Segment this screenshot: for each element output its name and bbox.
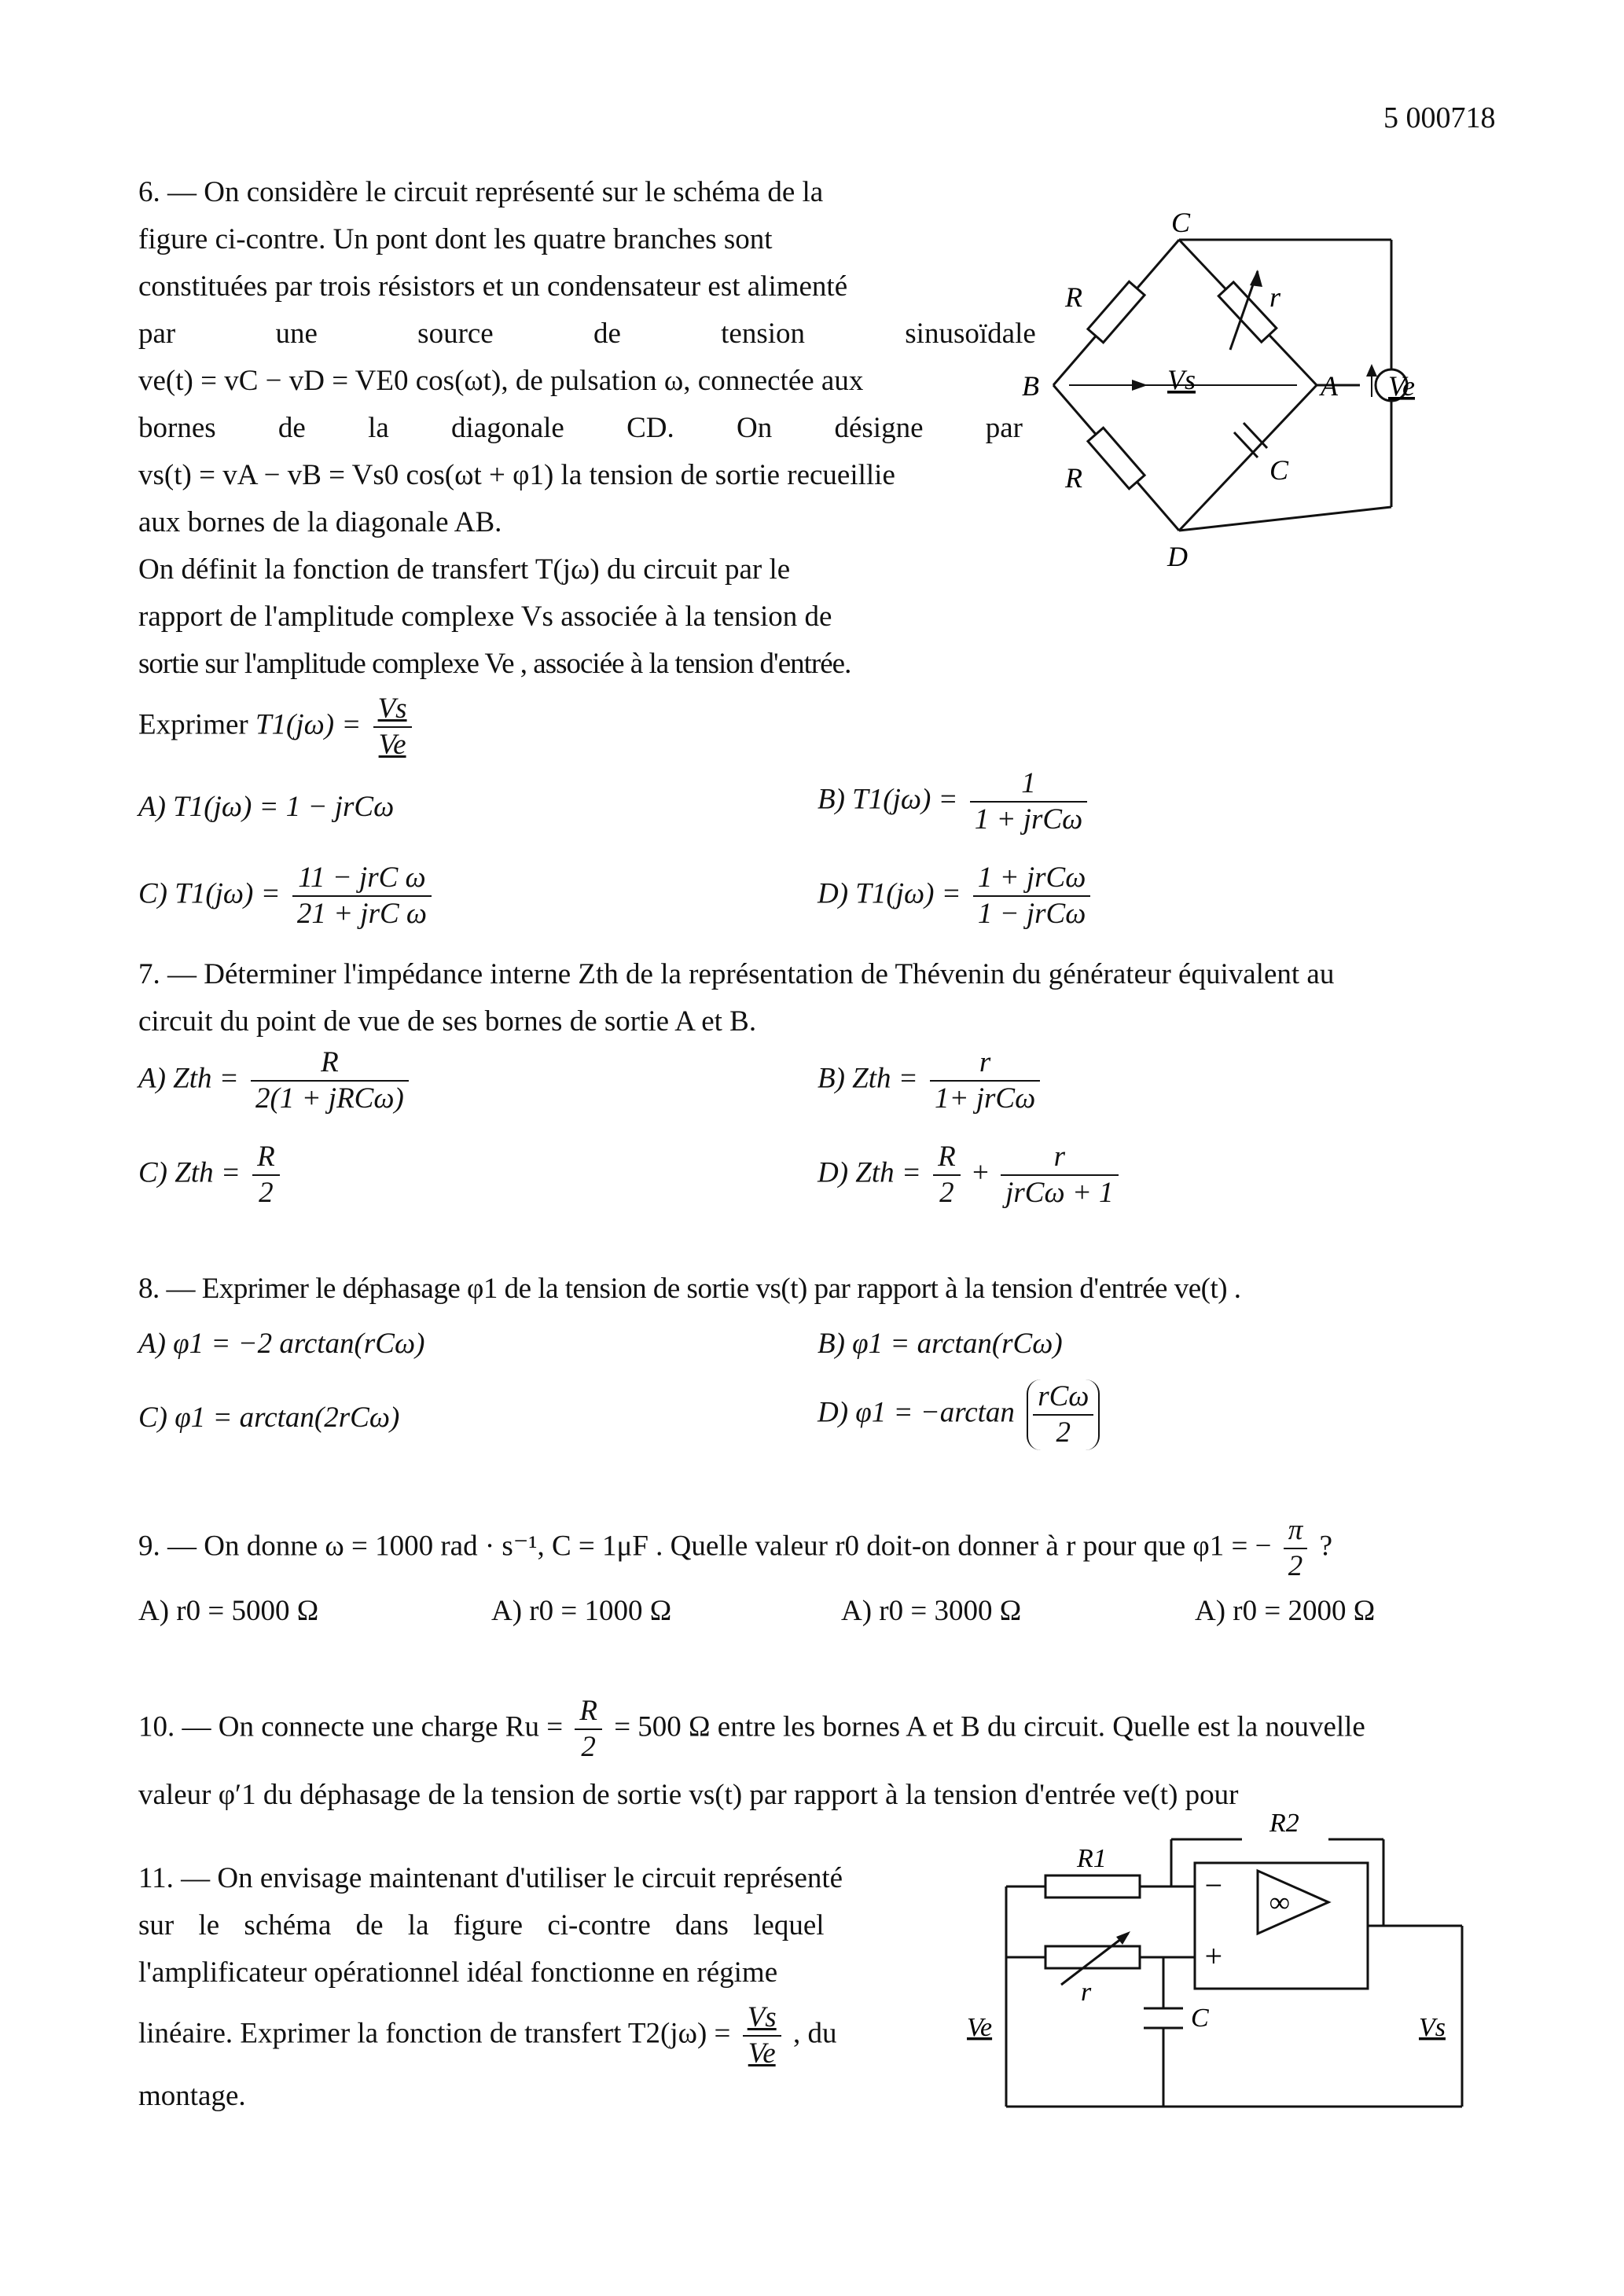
q9-question-mark: ? — [1319, 1530, 1332, 1563]
resistor-r-top — [1088, 281, 1145, 342]
label-minus: − — [1203, 1868, 1224, 1903]
q6-option-b-fraction — [970, 766, 1087, 837]
q11-numerator: Vs — [743, 2000, 781, 2037]
q7-option-d-plus: + — [972, 1156, 989, 1189]
q7-option-c — [138, 1140, 285, 1210]
page-number: 5 000718 — [1383, 101, 1496, 134]
question-7-text — [138, 951, 1490, 1045]
q9-option-1: A) r0 = 5000 Ω — [138, 1595, 319, 1627]
q11-line-4-pre: linéaire. Exprimer la fonction de transfert T2(jω) = — [138, 2017, 731, 2050]
q6-option-d-denominator: 1 − jrCω — [977, 898, 1086, 930]
resistor-r1 — [1045, 1875, 1140, 1897]
bridge-wire-d-bottom — [1179, 507, 1391, 531]
q6-line-10: rapport de l'amplitude complexe Vs associée à la tension de — [138, 601, 832, 633]
q6-option-b-numerator: 1 — [970, 766, 1087, 803]
q10-line-1 — [138, 1694, 1365, 1765]
q8-option-d — [818, 1379, 1104, 1450]
q7-option-d-denominator-1: 2 — [939, 1177, 954, 1209]
label-c: C — [1191, 2004, 1209, 2033]
q8-option-a: A) φ1 = −2 arctan(rCω) — [138, 1328, 425, 1360]
q7-option-c-fraction — [252, 1140, 280, 1210]
q7-option-a-numerator: R — [251, 1045, 409, 1082]
label-plus: + — [1203, 1938, 1224, 1974]
q7-option-a-fraction — [251, 1045, 409, 1116]
q10-denominator: 2 — [581, 1731, 596, 1763]
q7-option-b-fraction — [930, 1045, 1040, 1116]
q6-option-a: A) T1(jω) = 1 − jrCω — [138, 791, 395, 823]
q7-option-d-lhs: D) Zth = — [818, 1156, 921, 1189]
q6-line-7: vs(t) = vA − vB = Vs0 cos(ωt + φ1) la tension de sortie recueillie — [138, 459, 895, 491]
q9-denominator: 2 — [1288, 1550, 1303, 1582]
label-r: r — [1081, 1978, 1092, 2007]
q10-line-2: valeur φ′1 du déphasage de la tension de sortie vs(t) par rapport à la tension d'entrée ve(t) pour — [138, 1779, 1239, 1811]
q6-line-1: 6. — On considère le circuit représenté sur le schéma de la — [138, 176, 824, 208]
q7-option-a-denominator: 2(1 + jRCω) — [255, 1082, 404, 1115]
q8-line: 8. — Exprimer le déphasage φ1 de la tension de sortie vs(t) par rapport à la tension d'entrée ve(t) . — [138, 1273, 1241, 1305]
q6-line-8: aux bornes de la diagonale AB. — [138, 506, 502, 538]
q9-option-3: A) r0 = 3000 Ω — [841, 1595, 1022, 1627]
q6-line-3: constituées par trois résistors et un condensateur est alimenté — [138, 270, 848, 303]
label-r1: R1 — [1077, 1844, 1107, 1873]
capacitor-plate-1 — [1234, 432, 1258, 457]
q9-option-2: A) r0 = 1000 Ω — [491, 1595, 672, 1627]
q7-option-a-lhs: A) Zth = — [138, 1062, 239, 1095]
q6-line-5: ve(t) = vC − vD = VE0 cos(ωt), de pulsation ω, connectée aux — [138, 365, 864, 397]
q7-option-d-numerator-2: r — [1001, 1140, 1118, 1176]
q7-option-d-fraction-1 — [933, 1140, 961, 1210]
q6-line-4: par une source de tension sinusoïdale — [138, 318, 1036, 350]
q8-option-d-denominator: 2 — [1056, 1416, 1071, 1449]
resistor-r-bottom — [1088, 428, 1145, 488]
q7-option-d-numerator-1: R — [933, 1140, 961, 1176]
q11-line-2: sur le schéma de la figure ci-contre dans lequel — [138, 1909, 825, 1941]
q6-option-d-lhs: D) T1(jω) = — [818, 877, 961, 910]
q7-option-c-numerator: R — [252, 1140, 280, 1176]
node-c-label: C — [1171, 207, 1191, 238]
q6-option-c — [138, 861, 436, 931]
figure-opamp-circuit — [959, 1809, 1486, 2154]
question-6-text — [138, 169, 1036, 688]
ve-label: Ve — [1388, 370, 1415, 402]
label-r2: R2 — [1269, 1809, 1299, 1838]
q6-option-b — [818, 766, 1092, 837]
q11-line-4 — [138, 2000, 836, 2071]
q6-express-numerator: Vs — [373, 692, 412, 728]
q6-express-fraction — [373, 692, 412, 762]
q7-option-b — [818, 1045, 1045, 1116]
q6-option-b-lhs: B) T1(jω) = — [818, 783, 958, 816]
vs-arrowhead — [1132, 380, 1148, 391]
q6-option-c-fraction — [292, 861, 432, 931]
q11-line-4-post: , du — [792, 2017, 837, 2050]
q6-line-11: sortie sur l'amplitude complexe Ve , associée à la tension d'entrée. — [138, 648, 851, 680]
q11-line-1: 11. — On envisage maintenant d'utiliser le circuit représenté — [138, 1862, 843, 1894]
variable-resistor-r — [1218, 282, 1277, 342]
q9-fraction — [1284, 1513, 1308, 1584]
label-infinity: ∞ — [1269, 1886, 1290, 1918]
capacitor-plate-2 — [1244, 423, 1267, 448]
q6-line-9: On définit la fonction de transfert T(jω) du circuit par le — [138, 553, 791, 586]
q7-option-a — [138, 1045, 413, 1116]
q7-option-b-numerator: r — [930, 1045, 1040, 1082]
q7-option-d — [818, 1140, 1123, 1210]
q8-option-b: B) φ1 = arctan(rCω) — [818, 1328, 1063, 1360]
q9-numerator: π — [1284, 1513, 1308, 1549]
resistor-variable-r — [1045, 1946, 1140, 1968]
q11-denominator: Ve — [748, 2037, 776, 2070]
capacitor-label: C — [1269, 454, 1289, 486]
q8-option-d-lhs: D) φ1 = −arctan — [818, 1396, 1015, 1429]
q6-option-d-fraction — [973, 861, 1090, 931]
q8-option-d-fraction — [1027, 1379, 1100, 1450]
q6-option-c-denominator: 21 + jrC ω — [296, 898, 428, 930]
q6-express-label: Exprimer — [138, 708, 248, 741]
label-ve: Ve — [967, 2013, 993, 2042]
q6-option-c-lhs: C) T1(jω) = — [138, 877, 281, 910]
q6-option-c-numerator: 11 − jrC ω — [292, 861, 432, 897]
variable-resistor-label: r — [1269, 281, 1281, 313]
label-vs: Vs — [1419, 2013, 1446, 2042]
figure-bridge-circuit — [1022, 200, 1415, 578]
question-11-text — [138, 1855, 948, 1997]
q8-option-c: C) φ1 = arctan(2rCω) — [138, 1401, 400, 1434]
node-b-label: B — [1022, 370, 1039, 402]
node-a-label: A — [1321, 370, 1338, 402]
variable-r-arrowhead — [1116, 1931, 1130, 1945]
q11-line-5: montage. — [138, 2080, 246, 2112]
q7-option-b-lhs: B) Zth = — [818, 1062, 918, 1095]
q10-line-1-pre: 10. — On connecte une charge Ru = — [138, 1710, 564, 1743]
vs-label: Vs — [1167, 364, 1196, 395]
ve-arrowhead — [1366, 364, 1377, 377]
q7-option-c-lhs: C) Zth = — [138, 1156, 241, 1189]
q7-option-d-fraction-2 — [1001, 1140, 1118, 1210]
q9-option-4: A) r0 = 2000 Ω — [1195, 1595, 1376, 1627]
q9-line-text: 9. — On donne ω = 1000 rad · s⁻¹, C = 1μF . Quelle valeur r0 doit-on donner à r pour que φ1 = − — [138, 1530, 1272, 1563]
q6-line-6: bornes de la diagonale CD. On désigne par — [138, 412, 1023, 444]
q7-option-c-denominator: 2 — [259, 1177, 274, 1209]
q6-express — [138, 692, 417, 762]
q10-numerator: R — [575, 1694, 602, 1730]
q10-fraction — [575, 1694, 602, 1765]
node-d-label: D — [1167, 541, 1188, 572]
q8-option-d-numerator: rCω — [1033, 1379, 1093, 1416]
resistor-r-top-label: R — [1065, 281, 1082, 313]
q11-fraction — [743, 2000, 781, 2071]
q11-line-3: l'amplificateur opérationnel idéal fonctionne en régime — [138, 1956, 778, 1989]
q9-line — [138, 1513, 1332, 1584]
q7-option-b-denominator: 1+ jrCω — [935, 1082, 1036, 1115]
q6-option-d-numerator: 1 + jrCω — [973, 861, 1090, 897]
bridge-wire-d-a — [1179, 385, 1317, 531]
q7-option-d-denominator-2: jrCω + 1 — [1005, 1177, 1114, 1209]
q7-line-1: 7. — Déterminer l'impédance interne Zth de la représentation de Thévenin du générateur équivalent au — [138, 958, 1335, 990]
q6-line-2: figure ci-contre. Un pont dont les quatre branches sont — [138, 223, 773, 255]
q6-express-denominator: Ve — [378, 729, 406, 761]
resistor-r-bottom-label: R — [1065, 462, 1082, 494]
q6-option-b-denominator: 1 + jrCω — [974, 803, 1083, 836]
q10-line-1-post: = 500 Ω entre les bornes A et B du circuit. Quelle est la nouvelle — [614, 1710, 1365, 1743]
q7-line-2: circuit du point de vue de ses bornes de sortie A et B. — [138, 1005, 757, 1038]
q6-option-d — [818, 861, 1095, 931]
q6-express-lhs: T1(jω) = — [255, 708, 362, 741]
